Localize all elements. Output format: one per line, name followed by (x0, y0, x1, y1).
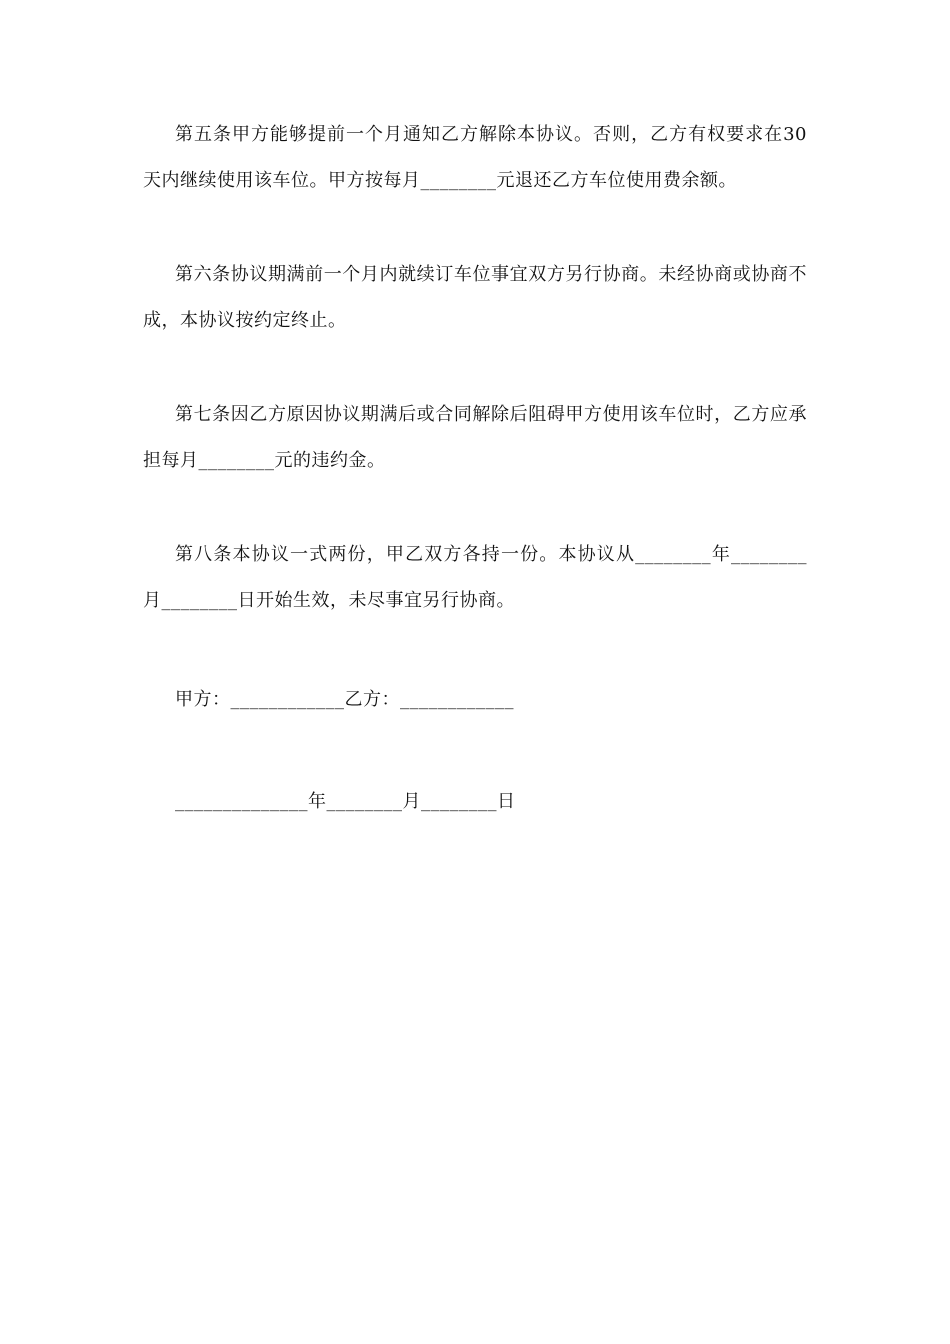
article-8: 第八条本协议一式两份，甲乙双方各持一份。本协议从________年________月________日开始生效，未尽事宜另行协商。 (143, 544, 807, 611)
article-7: 第七条因乙方原因协议期满后或合同解除后阻碍甲方使用该车位时，乙方应承担每月________元的违约金。 (143, 404, 807, 471)
signature-parties-line: 甲方：____________乙方：____________ (175, 689, 514, 710)
signature-date-line: ______________年________月________日 (175, 791, 516, 812)
article-5: 第五条甲方能够提前一个月通知乙方解除本协议。否则，乙方有权要求在30天内继续使用该车位。甲方按每月________元退还乙方车位使用费余额。 (143, 124, 807, 191)
article-6: 第六条协议期满前一个月内就续订车位事宜双方另行协商。未经协商或协商不成，本协议按约定终止。 (143, 264, 807, 331)
